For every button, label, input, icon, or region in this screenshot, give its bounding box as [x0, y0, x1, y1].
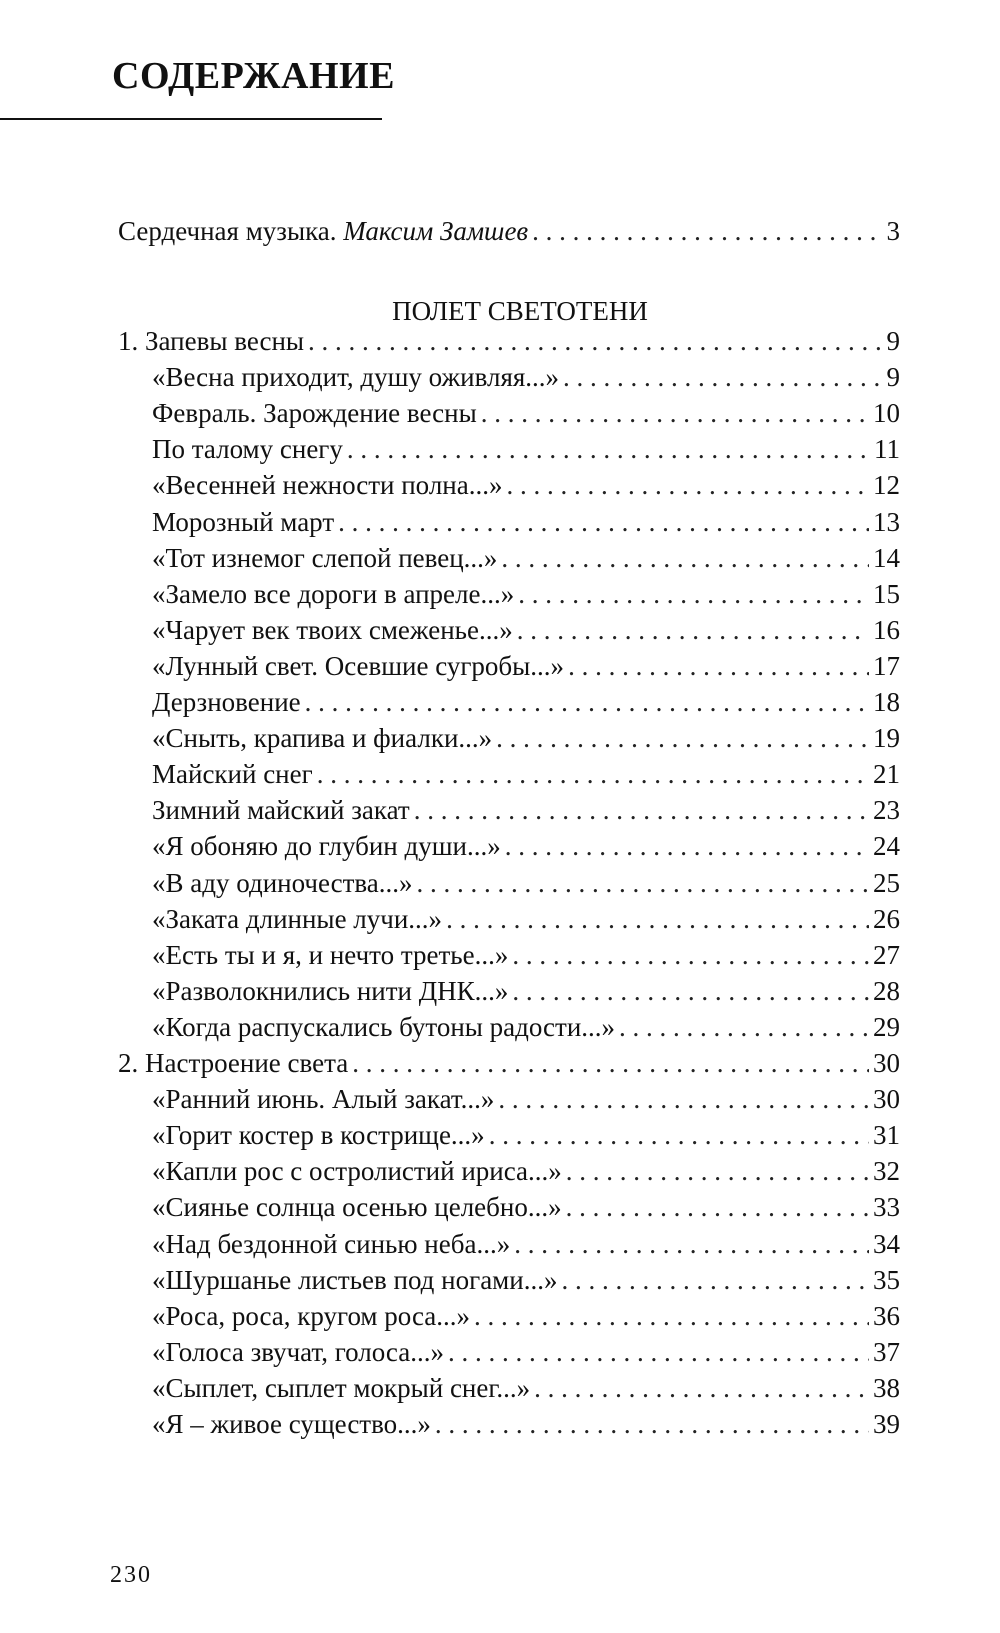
toc-entry[interactable]: [152, 1225, 900, 1263]
toc-entry[interactable]: [152, 358, 900, 396]
toc-leader-dots: [501, 539, 869, 577]
toc-entry-title: «Когда распускались бутоны радости...»: [152, 1011, 616, 1042]
toc-entry-page: 15: [873, 578, 900, 609]
toc-leader-dots: [507, 466, 870, 504]
toc-leader-dots: [619, 1008, 869, 1046]
toc-chapter-entry[interactable]: [118, 1044, 900, 1082]
toc-leader-dots: [517, 611, 869, 649]
toc-entry-page: 16: [873, 614, 900, 645]
toc-entry[interactable]: [152, 539, 900, 577]
toc-entry-page: 30: [873, 1084, 900, 1115]
toc-entry-title: «Тот изнемог слепой певец...»: [152, 542, 498, 573]
toc-entry-page: 24: [873, 831, 900, 862]
toc-leader-dots: [481, 394, 869, 432]
toc-entry-page: 19: [873, 723, 900, 754]
toc-entry-title: «Сыплет, сыплет мокрый снег...»: [152, 1372, 531, 1403]
toc-entry-page: 34: [873, 1228, 900, 1259]
toc-entry-title: «Шуршанье листьев под ногами...»: [152, 1264, 558, 1295]
toc-entry[interactable]: [152, 503, 900, 541]
toc-entry-page: 21: [873, 759, 900, 790]
toc-entry-title: Майский снег: [152, 759, 313, 790]
toc-entry-page: 12: [873, 470, 900, 501]
page-title: СОДЕРЖАНИЕ: [112, 55, 395, 97]
toc-intro-title: Сердечная музыка.: [118, 216, 337, 246]
toc-entry-page: 31: [873, 1120, 900, 1151]
toc-entry-title: «Чарует век твоих смеженье...»: [152, 614, 513, 645]
toc-entry-page: 25: [873, 867, 900, 898]
toc-leader-dots: [512, 936, 869, 974]
toc-entry[interactable]: [152, 1297, 900, 1335]
toc-leader-dots: [352, 1044, 869, 1082]
toc-entry-title: «Весенней нежности полна...»: [152, 470, 503, 501]
toc-leader-dots: [446, 900, 869, 938]
toc-leader-dots: [489, 1116, 869, 1154]
toc-entry-title: По талому снегу: [152, 434, 343, 465]
toc-leader-dots: [496, 719, 869, 757]
toc-entry-title: «Голоса звучат, голоса...»: [152, 1336, 444, 1367]
toc-entry-page: 9: [886, 362, 900, 393]
toc-leader-dots: [512, 972, 869, 1010]
toc-leader-dots: [414, 791, 869, 829]
toc-entry-title: «Разволокнились нити ДНК...»: [152, 975, 509, 1006]
toc-entry-title: «Горит костер в кострище...»: [152, 1120, 485, 1151]
toc-leader-dots: [563, 358, 882, 396]
toc-entry-page: 37: [873, 1336, 900, 1367]
toc-entry-title: «Сиянье солнца осенью целебно...»: [152, 1192, 562, 1223]
page-number: 230: [110, 1562, 152, 1588]
toc-intro-entry[interactable]: [118, 212, 900, 250]
toc-entry[interactable]: [152, 1405, 900, 1443]
toc-entry[interactable]: [152, 611, 900, 649]
toc-leader-dots: [448, 1333, 869, 1371]
toc-entry[interactable]: [152, 1008, 900, 1046]
toc-entry[interactable]: [152, 394, 900, 432]
toc-leader-dots: [518, 575, 869, 613]
toc-entry-title: Февраль. Зарождение весны: [152, 398, 477, 429]
toc-entry-page: 18: [873, 687, 900, 717]
toc-entry-page: 32: [873, 1156, 900, 1187]
toc-entry-page: 27: [873, 939, 900, 970]
toc-entry-page: 33: [873, 1192, 900, 1223]
toc-leader-dots: [566, 1152, 869, 1190]
toc-entry-title: «Над бездонной синью неба...»: [152, 1228, 511, 1259]
toc-entry-title: «Сныть, крапива и фиалки...»: [152, 723, 493, 754]
toc-entry[interactable]: [152, 755, 900, 793]
toc-entry-page: 26: [873, 903, 900, 934]
toc-entry[interactable]: [152, 791, 900, 829]
toc-intro-page: 3: [886, 216, 900, 246]
toc-leader-dots: [435, 1405, 869, 1443]
toc-entry[interactable]: [152, 1188, 900, 1226]
toc-entry-title: «Роса, роса, кругом роса...»: [152, 1300, 470, 1331]
toc-leader-dots: [514, 1225, 869, 1263]
toc-leader-dots: [561, 1261, 869, 1299]
toc-leader-dots: [308, 322, 882, 360]
toc-leader-dots: [417, 864, 869, 902]
toc-leader-dots: [498, 1080, 869, 1118]
toc-leader-dots: [568, 647, 869, 685]
toc-entry-page: 35: [873, 1264, 900, 1295]
toc-entry-page: 38: [873, 1372, 900, 1403]
toc-entry-title: Дерзновение: [152, 687, 301, 717]
title-rule: [0, 118, 382, 120]
toc-entry[interactable]: [152, 1261, 900, 1299]
toc-entry-page: 13: [873, 506, 900, 537]
toc-entry-page: 28: [873, 975, 900, 1006]
toc-chapter-entry[interactable]: [118, 322, 900, 360]
toc-entry-page: 29: [873, 1011, 900, 1042]
toc-entry-title: Морозный март: [152, 506, 335, 537]
toc-intro-author: Максим Замшев: [343, 216, 529, 246]
toc-leader-dots: [566, 1188, 869, 1226]
toc-entry-title: «Лунный свет. Осевшие сугробы...»: [152, 650, 565, 681]
toc-entry-page: 10: [873, 398, 900, 429]
toc-entry-page: 17: [873, 650, 900, 681]
toc-entry[interactable]: [152, 1333, 900, 1371]
toc-entry-title: «Есть ты и я, и нечто третье...»: [152, 939, 509, 970]
toc-entry[interactable]: [152, 1152, 900, 1190]
toc-entry-title: «Ранний июнь. Алый закат...»: [152, 1084, 495, 1115]
toc-entry-page: 9: [886, 326, 900, 356]
toc-entry-title: «Капли рос с остролистий ириса...»: [152, 1156, 562, 1187]
toc-entry-page: 14: [873, 542, 900, 573]
toc-entry-title: «Заката длинные лучи...»: [152, 903, 443, 934]
toc-entry[interactable]: [152, 827, 900, 865]
toc-entry[interactable]: [152, 466, 900, 504]
toc-entry[interactable]: [152, 683, 900, 721]
toc-entry[interactable]: [152, 1369, 900, 1407]
toc-entry[interactable]: [152, 864, 900, 902]
toc-leader-dots: [474, 1297, 869, 1335]
toc-entry[interactable]: [152, 575, 900, 613]
toc-leader-dots: [347, 430, 870, 468]
toc-entry-title: Зимний майский закат: [152, 795, 410, 826]
toc-entry-page: 36: [873, 1300, 900, 1331]
toc-entry[interactable]: [152, 430, 900, 468]
toc-entry[interactable]: [152, 900, 900, 938]
toc-leader-dots: [534, 1369, 869, 1407]
toc-entry[interactable]: [152, 936, 900, 974]
toc-entry-title: 1. Запевы весны: [118, 326, 305, 356]
toc-entry[interactable]: [152, 719, 900, 757]
toc-entry-title: «В аду одиночества...»: [152, 867, 413, 898]
toc-leader-dots: [317, 755, 869, 793]
toc-entry-title: «Я – живое существо...»: [152, 1409, 431, 1439]
toc-leader-dots: [505, 827, 869, 865]
toc-leader-dots: [532, 212, 882, 250]
toc-entry[interactable]: [152, 1080, 900, 1118]
section-heading: ПОЛЕТ СВЕТОТЕНИ: [392, 296, 648, 326]
toc-entry[interactable]: [152, 647, 900, 685]
toc-entry-page: 30: [873, 1048, 900, 1078]
toc-leader-dots: [305, 683, 869, 721]
toc-entry-page: 11: [874, 434, 900, 465]
toc-entry-page: 39: [873, 1409, 900, 1439]
toc-entry-page: 23: [873, 795, 900, 826]
toc-entry-title: «Я обоняю до глубин души...»: [152, 831, 501, 862]
toc-entry[interactable]: [152, 1116, 900, 1154]
toc-entry[interactable]: [152, 972, 900, 1010]
toc-leader-dots: [338, 503, 869, 541]
toc-entry-title: «Весна приходит, душу оживляя...»: [152, 362, 560, 393]
toc-entry-title: 2. Настроение света: [118, 1048, 349, 1078]
toc-entry-title: «Замело все дороги в апреле...»: [152, 578, 515, 609]
